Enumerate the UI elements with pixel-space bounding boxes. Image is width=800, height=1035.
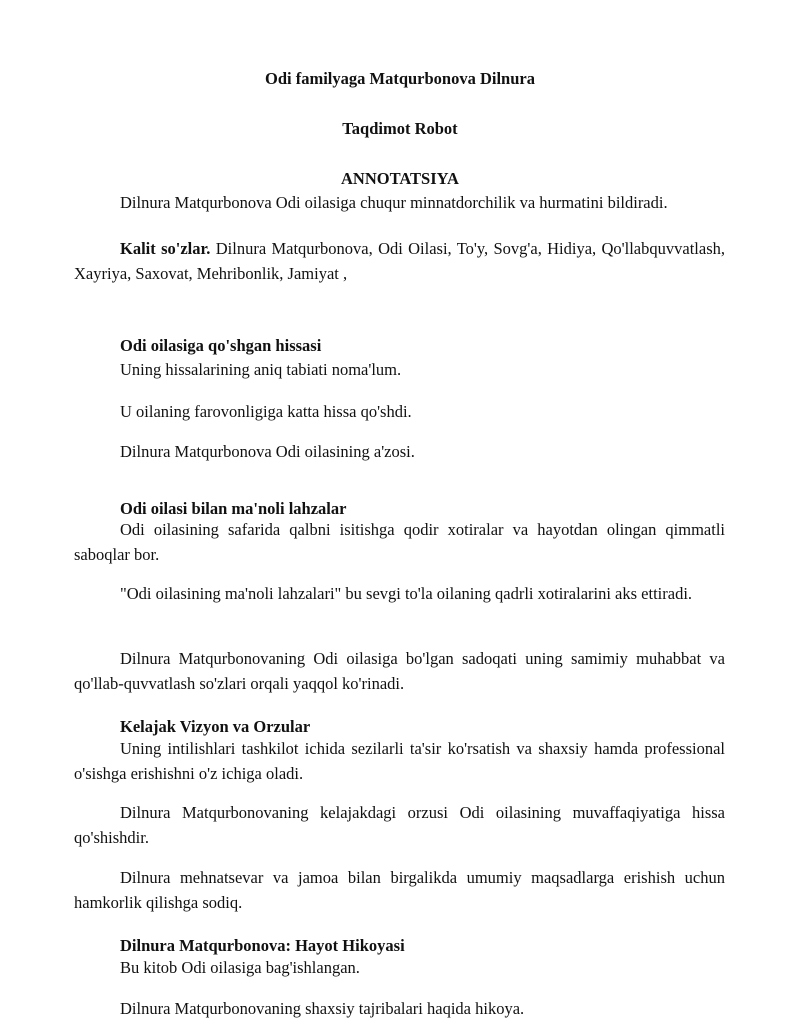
section-line: Dilnura Matqurbonova Odi oilasining a'zosi. (120, 442, 415, 461)
annotation-text: Dilnura Matqurbonova Odi oilasiga chuqur minnatdorchilik va hurmatini bildiradi. (120, 193, 668, 212)
section-paragraph-block (74, 646, 725, 696)
section-heading: Odi oilasi bilan ma'noli lahzalar (120, 499, 347, 518)
section-line: Uning hissalarining aniq tabiati noma'lum. (120, 360, 402, 379)
section-paragraph-block (74, 581, 725, 606)
section-paragraph-block (74, 736, 725, 786)
document-subtitle: Taqdimot Robot (342, 119, 458, 138)
section-heading: Dilnura Matqurbonova: Hayot Hikoyasi (120, 936, 405, 955)
author-line: Odi familyaga Matqurbonova Dilnura (265, 69, 535, 88)
section-line: U oilaning farovonligiga katta hissa qo'shdi. (120, 402, 412, 421)
section-paragraph-block (74, 865, 725, 915)
annotation-text-block (74, 190, 725, 215)
annotation-title: ANNOTATSIYA (341, 169, 459, 188)
section-paragraph-block (74, 517, 725, 567)
section-heading: Odi oilasiga qo'shgan hissasi (120, 336, 322, 355)
section-paragraph: Dilnura Matqurbonovaning kelajakdagi orzusi Odi oilasining muvaffaqiyatiga hissa qo'shishdir. (74, 803, 725, 847)
keywords-text: Dilnura Matqurbonova, Odi Oilasi, To'y, Sovg'a, Hidiya, Qo'llabquvvatlash, Xayriya, Saxovat, Mehribonlik, Jamiyat , (74, 239, 725, 283)
keywords-label: Kalit so'zlar. (120, 239, 211, 258)
section-paragraph: Odi oilasining safarida qalbni isitishga qodir xotiralar va hayotdan olingan qimmatli saboqlar bor. (74, 520, 725, 564)
section-paragraph: "Odi oilasining ma'noli lahzalari" bu sevgi to'la oilaning qadrli xotiralarini aks ettiradi. (120, 584, 693, 603)
section-paragraph: Uning intilishlari tashkilot ichida sezilarli ta'sir ko'rsatish va shaxsiy hamda professional o'sishga erishishni o'z ichiga oladi. (74, 739, 725, 783)
section-heading: Kelajak Vizyon va Orzular (120, 717, 311, 736)
section-line: Dilnura Matqurbonovaning shaxsiy tajribalari haqida hikoya. (120, 999, 525, 1018)
section-paragraph: Dilnura mehnatsevar va jamoa bilan birgalikda umumiy maqsadlarga erishish uchun hamkorlik qilishga sodiq. (74, 868, 725, 912)
keywords-paragraph (74, 236, 725, 286)
keywords-block (74, 236, 725, 286)
section-line: Bu kitob Odi oilasiga bag'ishlangan. (120, 958, 360, 977)
section-paragraph: Dilnura Matqurbonovaning Odi oilasiga bo'lgan sadoqati uning samimiy muhabbat va qo'llab-quvvatlash so'zlari orqali yaqqol ko'rinadi. (74, 649, 725, 693)
section-paragraph-block (74, 800, 725, 850)
